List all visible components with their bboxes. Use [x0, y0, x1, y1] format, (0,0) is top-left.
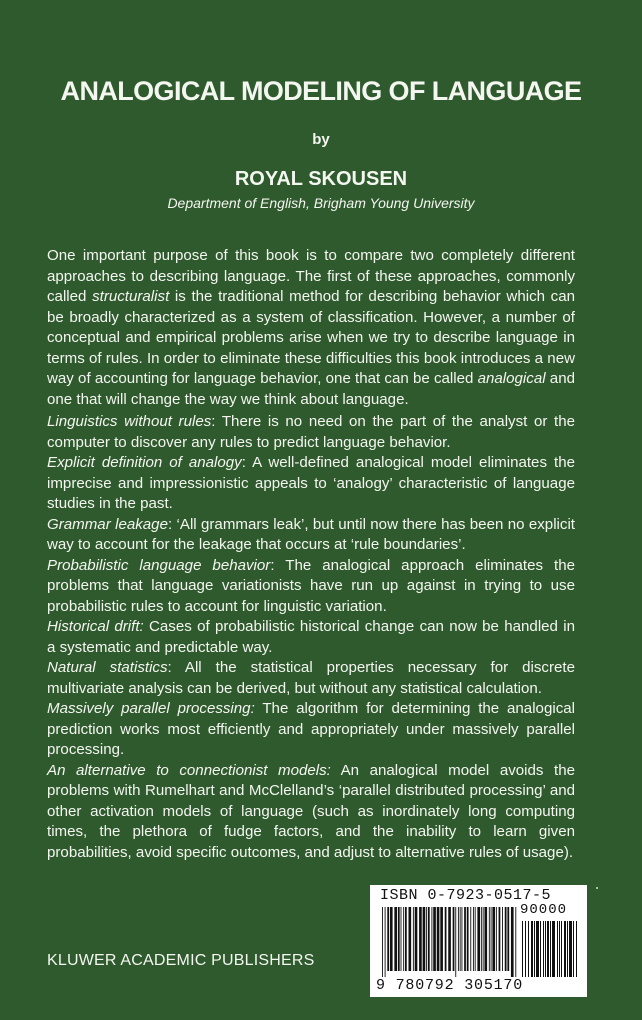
by-line: by: [312, 131, 330, 148]
barcode-bar: [534, 921, 535, 977]
barcode-bar: [413, 907, 414, 971]
barcode-bar: [573, 921, 574, 977]
barcode-bar: [428, 907, 430, 971]
barcode-bar: [545, 921, 546, 977]
book-title: ANALOGICAL MODELING OF LANGUAGE: [60, 76, 582, 106]
barcode-bar: [515, 907, 516, 977]
barcode-bar: [492, 907, 495, 971]
barcode-bar: [460, 907, 461, 971]
feature-text: ‘All grammars leak’, but until now there has been no explicit way to account for the leakage that occurs at ‘rule boundaries’.: [47, 515, 576, 553]
barcode-bar: [552, 921, 555, 977]
barcode-bar: [511, 907, 514, 977]
feature-text: Cases of probabilistic historical change can now be handled in a systematic and predictable way.: [47, 618, 575, 656]
barcode-bar: [419, 907, 422, 971]
feature-separator: :: [270, 556, 286, 574]
addon-barcode-bars: [522, 921, 578, 977]
barcode-bar: [543, 921, 544, 977]
feature-separator: :: [241, 454, 253, 471]
barcode-bar: [502, 907, 503, 971]
barcode-bar: [569, 921, 572, 977]
barcode-bar: [576, 921, 577, 977]
barcode-bar: [564, 921, 566, 977]
isbn-label: ISBN 0-7923-0517-5: [380, 887, 552, 904]
barcode-bar: [433, 907, 436, 971]
barcode-bar: [440, 907, 443, 971]
barcode-bar: [522, 921, 523, 977]
feature-item: [47, 453, 575, 515]
barcode-bar: [401, 907, 402, 971]
barcode-block: [370, 885, 587, 997]
barcode-bar: [453, 907, 455, 971]
feature-text: A well-defined analogical model eliminates the imprecise and impressionistic appeals to ‘analogy’ characteristic of language studies in the past.: [47, 454, 575, 512]
barcode-bar: [382, 907, 383, 977]
author-name: ROYAL SKOUSEN: [234, 168, 408, 190]
barcode-bar: [550, 921, 551, 977]
feature-term: Natural statistics: [47, 659, 168, 676]
feature-text: The algorithm for determining the analogical prediction works most efficiently and appropriately under massively parallel processing.: [47, 700, 575, 758]
barcode-bar: [455, 907, 456, 977]
feature-separator: :: [167, 515, 177, 533]
feature-term: Historical drift:: [47, 618, 144, 635]
intro-text: One important purpose of this book is to compare two completely different approaches to describing language. The first of these approaches, commonly called: [47, 247, 575, 305]
feature-separator: :: [211, 413, 222, 430]
feature-separator: [331, 762, 341, 779]
feature-text: An analogical model avoids the problems with Rumelhart and McClelland’s ‘parallel distributed processing’ and other activation models of language (such as inordinately long computing times, the plethora of fudge factors, and the inability to learn given probabilities, avoid specific outcomes, and adjust to alternative rules of usage).: [47, 761, 575, 861]
feature-text: There is no need on the part of the analyst or the computer to discover any rules to predict language behavior.: [47, 413, 575, 451]
barcode-bar: [540, 921, 541, 977]
feature-item: [47, 617, 575, 658]
barcode-bar: [403, 907, 404, 971]
blurb-intro: [47, 246, 575, 410]
feature-separator: :: [167, 659, 185, 676]
barcode-bar: [505, 907, 507, 971]
barcode-bar: [461, 907, 462, 971]
barcode-bar: [481, 907, 482, 971]
feature-term: Massively parallel processing:: [47, 700, 255, 717]
barcode-bar: [547, 921, 549, 977]
barcode-bar: [458, 907, 459, 971]
feature-item: [47, 658, 575, 699]
feature-text: The analogical approach eliminates the problems that language variationists have run up against in trying to use probabilistic rules to account for linguistic variation.: [47, 556, 575, 615]
barcode-bar: [477, 907, 480, 971]
barcode-bar: [426, 907, 427, 971]
barcode-bar: [431, 907, 432, 971]
barcode-bar: [390, 907, 393, 971]
barcode-bar: [405, 907, 407, 971]
barcode-bar: [559, 921, 560, 977]
feature-term: Explicit definition of analogy: [47, 454, 242, 471]
barcode-bar: [483, 907, 484, 971]
feature-term: An alternative to connectionist models:: [47, 761, 331, 779]
barcode-bar: [408, 907, 411, 971]
barcode-bar: [470, 907, 471, 971]
barcode-bar: [528, 921, 529, 977]
barcode-bar: [387, 907, 389, 971]
feature-term: Grammar leakage: [47, 515, 168, 533]
barcode-bar: [385, 907, 386, 977]
barcode-bar: [499, 907, 501, 971]
barcode-bar: [489, 907, 490, 971]
barcode-bar: [561, 921, 562, 977]
barcode-bar: [567, 921, 568, 977]
barcode-bar: [507, 907, 509, 971]
intro-emphasis: analogical: [477, 370, 546, 387]
barcode-bar: [496, 907, 497, 971]
feature-item: [47, 412, 575, 453]
intro-text: and one that will change the way we think about language.: [47, 370, 575, 408]
intro-emphasis: structuralist: [92, 288, 170, 305]
feature-item: [47, 761, 575, 864]
feature-item: [47, 556, 575, 618]
price-addon-digits: 90000: [520, 902, 568, 918]
feature-term: Linguistics without rules: [47, 413, 212, 430]
barcode-bar: [467, 907, 469, 971]
feature-item: [47, 699, 575, 761]
feature-term: Probabilistic language behavior: [47, 556, 271, 574]
barcode-bar: [531, 921, 533, 977]
barcode-bar: [445, 907, 447, 971]
cover-speck: [596, 887, 598, 889]
barcode-bar: [491, 907, 492, 971]
author-affiliation: Department of English, Brigham Young University: [167, 195, 475, 211]
publisher-name: KLUWER ACADEMIC PUBLISHERS: [47, 952, 315, 969]
feature-item: [47, 515, 575, 556]
barcode-bar: [415, 907, 418, 971]
barcode-bar: [484, 907, 487, 971]
feature-text: All the statistical properties necessary for discrete multivariate analysis can be derived, but without any statistical calculation.: [47, 659, 575, 697]
barcode-bar: [448, 907, 451, 971]
barcode-bar: [536, 921, 539, 977]
blurb: [47, 246, 575, 863]
ean-digits: 9 780792 305170: [376, 977, 524, 994]
barcode-bar: [437, 907, 440, 971]
barcode-bar: [398, 907, 400, 971]
barcode-bar: [423, 907, 426, 971]
barcode-bar: [525, 921, 526, 977]
ean-barcode-bars: [382, 907, 518, 977]
barcode-bar: [557, 921, 558, 977]
barcode-bar: [475, 907, 476, 971]
barcode-bar: [464, 907, 466, 971]
intro-text: is the traditional method for describing behavior which can be broadly characterized as a system of classification. However, a number of conceptual and empirical problems arise when we try to describe language in terms of rules. In order to eliminate these difficulties this book introduces a new way of accounting for language behavior, one that can be called: [47, 288, 575, 387]
barcode-bar: [473, 907, 474, 971]
barcode-bar: [394, 907, 397, 971]
